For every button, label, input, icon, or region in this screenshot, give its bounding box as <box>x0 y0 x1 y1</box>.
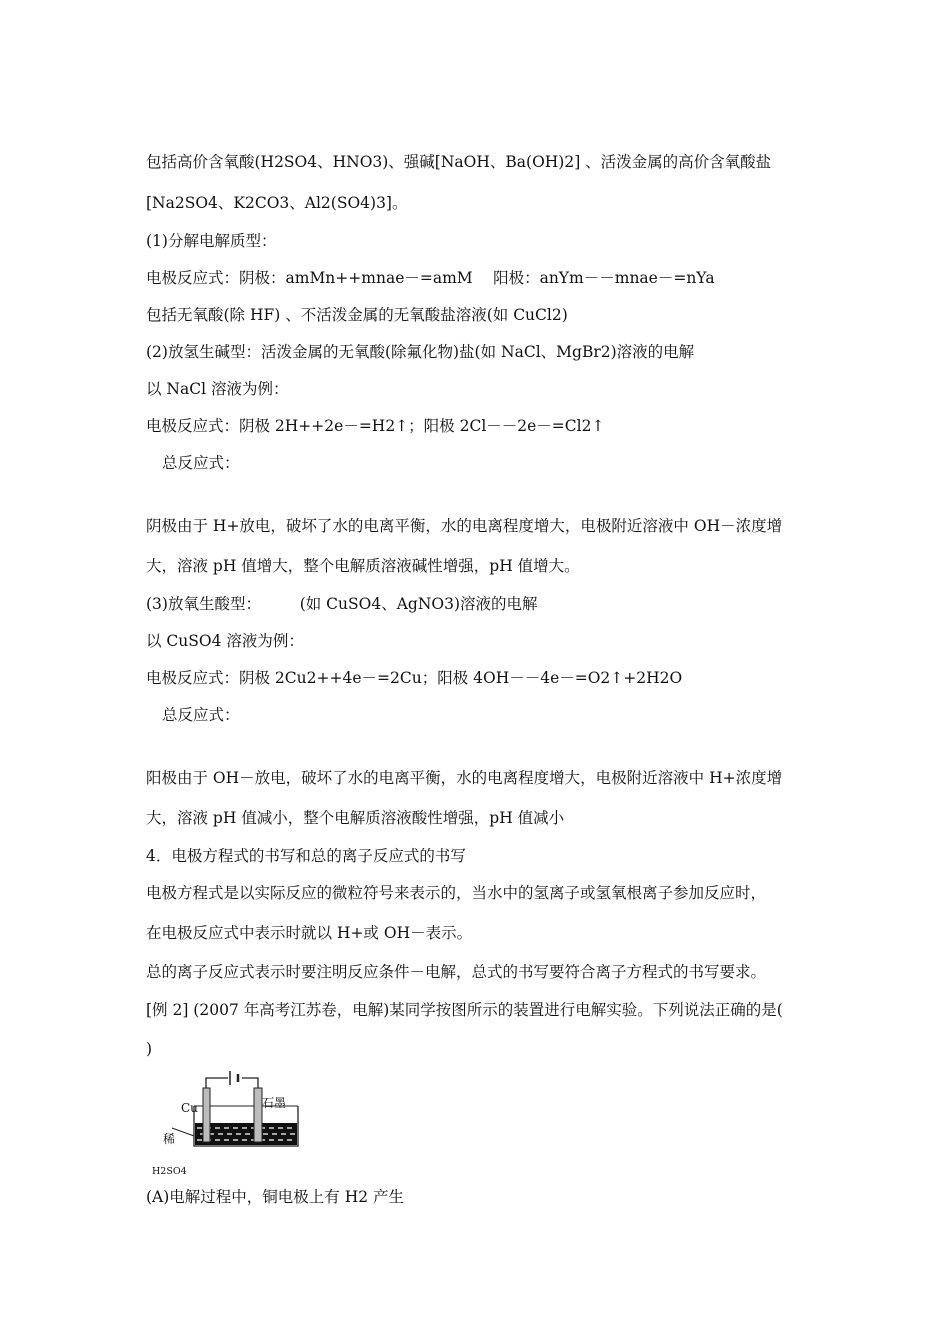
text-line: 电极方程式是以实际反应的微粒符号来表示的，当水中的氢离子或氢氧根离子参加反应时， <box>146 884 767 902</box>
text-line: 阴极由于 H+放电，破坏了水的电离平衡，水的电离程度增大，电极附近溶液中 OH－浓度增 <box>146 517 783 535</box>
copper-electrode <box>203 1088 210 1142</box>
dilute-label: 稀 <box>163 1132 176 1146</box>
text-line: 电极反应式：阴极 2Cu2++4e－=2Cu；阳极 4OH－－4e－=O2↑+2H2O <box>146 669 683 687</box>
text-line: 电极反应式：阴极：amMn++mnae－=amM 阳极：anYm－－mnae－=nYa <box>146 269 715 287</box>
text-line: [Na2SO4、K2CO3、Al2(SO4)3]。 <box>146 194 408 212</box>
text-line: [例 2] (2007 年高考江苏卷，电解)某同学按图所示的装置进行电解实验。下列说法正确的是( <box>146 1001 783 1019</box>
acid-label: H2SO4 <box>152 1166 187 1177</box>
text-line: 在电极反应式中表示时就以 H+或 OH－表示。 <box>146 924 473 942</box>
electrolysis-apparatus-figure <box>150 1066 310 1178</box>
text-line: 包括无氧酸(除 HF) 、不活泼金属的无氧酸盐溶液(如 CuCl2) <box>146 306 568 324</box>
text-line: 电极反应式：阴极 2H++2e－=H2↑；阳极 2Cl－－2e－=Cl2↑ <box>146 417 605 435</box>
text-line: 以 CuSO4 溶液为例： <box>146 632 304 650</box>
text-line: 总反应式： <box>162 706 240 724</box>
text-line: 大，溶液 pH 值减小，整个电解质溶液酸性增强，pH 值减小 <box>146 809 565 827</box>
text-line: (1)分解电解质型： <box>146 232 277 250</box>
graphite-label: 石墨 <box>262 1096 287 1110</box>
cu-label: Cu <box>181 1101 198 1115</box>
text-line: (2)放氢生碱型：活泼金属的无氧酸(除氟化物)盐(如 NaCl、MgBr2)溶液的电解 <box>146 343 695 361</box>
text-line: 包括高价含氧酸(H2SO4、HNO3)、强碱[NaOH、Ba(OH)2] 、活泼金属的高价含氧酸盐 <box>146 153 772 171</box>
text-line: 4．电极方程式的书写和总的离子反应式的书写 <box>146 847 466 865</box>
text-line: ) <box>146 1040 153 1058</box>
graphite-electrode <box>254 1088 262 1142</box>
text-line: 阳极由于 OH－放电，破坏了水的电离平衡，水的电离程度增大，电极附近溶液中 H+浓度增 <box>146 769 783 787</box>
text-line: 大，溶液 pH 值增大，整个电解质溶液碱性增强，pH 值增大。 <box>146 557 580 575</box>
text-line: 总反应式： <box>162 454 240 472</box>
text-line: 以 NaCl 溶液为例： <box>146 380 289 398</box>
text-line: (3)放氧生酸型： (如 CuSO4、AgNO3)溶液的电解 <box>146 595 538 613</box>
text-line: 总的离子反应式表示时要注明反应条件－电解，总式的书写要符合离子方程式的书写要求。 <box>146 963 767 981</box>
text-line: (A)电解过程中，铜电极上有 H2 产生 <box>146 1188 405 1206</box>
